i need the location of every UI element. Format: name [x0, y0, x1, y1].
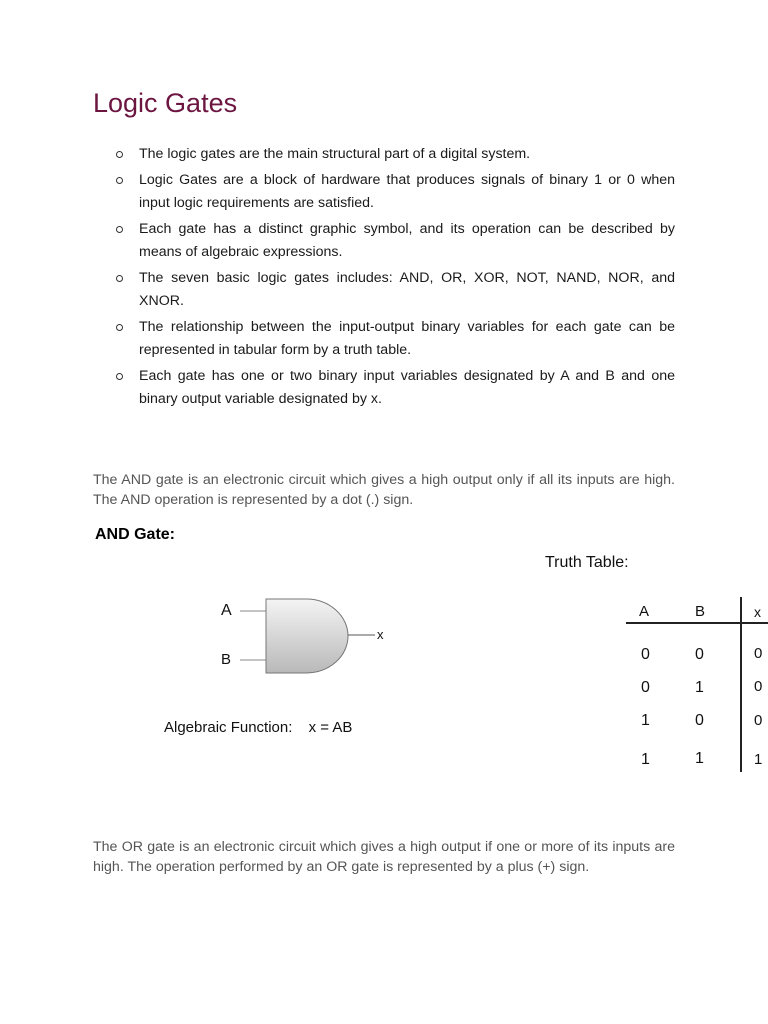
truth-table-cell: 1 — [641, 712, 650, 729]
or-gate-paragraph: The OR gate is an electronic circuit which gives a high output if one or more of its inputs are high. The operation performed by an OR gate is represented by a plus (+) sign. — [93, 839, 675, 875]
truth-table-header: A — [639, 603, 650, 620]
and-gate-body — [266, 599, 348, 673]
list-item-text: Each gate has a distinct graphic symbol, and its operation can be described by means of algebraic expressions. — [139, 221, 675, 260]
page-title: Logic Gates — [93, 88, 238, 118]
input-a-label: A — [221, 602, 232, 619]
truth-table-cell: 0 — [641, 646, 650, 663]
truth-table-cell: 0 — [754, 678, 763, 695]
and-gate-symbol — [221, 599, 384, 673]
algebraic-function — [164, 719, 352, 736]
list-item-text: The relationship between the input-output binary variables for each gate can be represented in tabular form by a truth table. — [139, 319, 675, 358]
truth-table-cell: 0 — [695, 646, 704, 663]
truth-table-cell: 0 — [695, 712, 704, 729]
input-b-label: B — [221, 651, 232, 668]
truth-table-title: Truth Table: — [545, 554, 629, 571]
truth-table-cell: 1 — [695, 679, 704, 696]
truth-table-cell: 0 — [641, 679, 650, 696]
list-item-text: Logic Gates are a block of hardware that produces signals of binary 1 or 0 when input logic requirements are satisfied. — [139, 172, 675, 211]
truth-table-cell: 1 — [641, 751, 650, 768]
truth-table-cell: 1 — [695, 750, 704, 767]
algebraic-function-label: Algebraic Function: — [164, 719, 293, 736]
truth-table-header: B — [695, 603, 706, 620]
list-item-text: Each gate has one or two binary input variables designated by A and B and one binary output variable designated by x. — [139, 368, 675, 407]
truth-table-cell: 0 — [754, 645, 763, 662]
algebraic-expression: x = AB — [308, 719, 353, 736]
list-item-text: The seven basic logic gates includes: AND, OR, XOR, NOT, NAND, NOR, and XNOR. — [139, 270, 675, 309]
and-gate-heading: AND Gate: — [95, 526, 176, 543]
truth-table — [626, 597, 768, 772]
truth-table-cell: 0 — [754, 712, 763, 729]
truth-table-header: x — [754, 604, 761, 620]
output-label: x — [377, 627, 384, 642]
list-item-text: The logic gates are the main structural part of a digital system. — [139, 146, 531, 162]
and-gate-paragraph: The AND gate is an electronic circuit which gives a high output only if all its inputs are high. The AND operation is represented by a dot (.) sign. — [93, 472, 675, 508]
truth-table-cell: 1 — [754, 751, 763, 768]
